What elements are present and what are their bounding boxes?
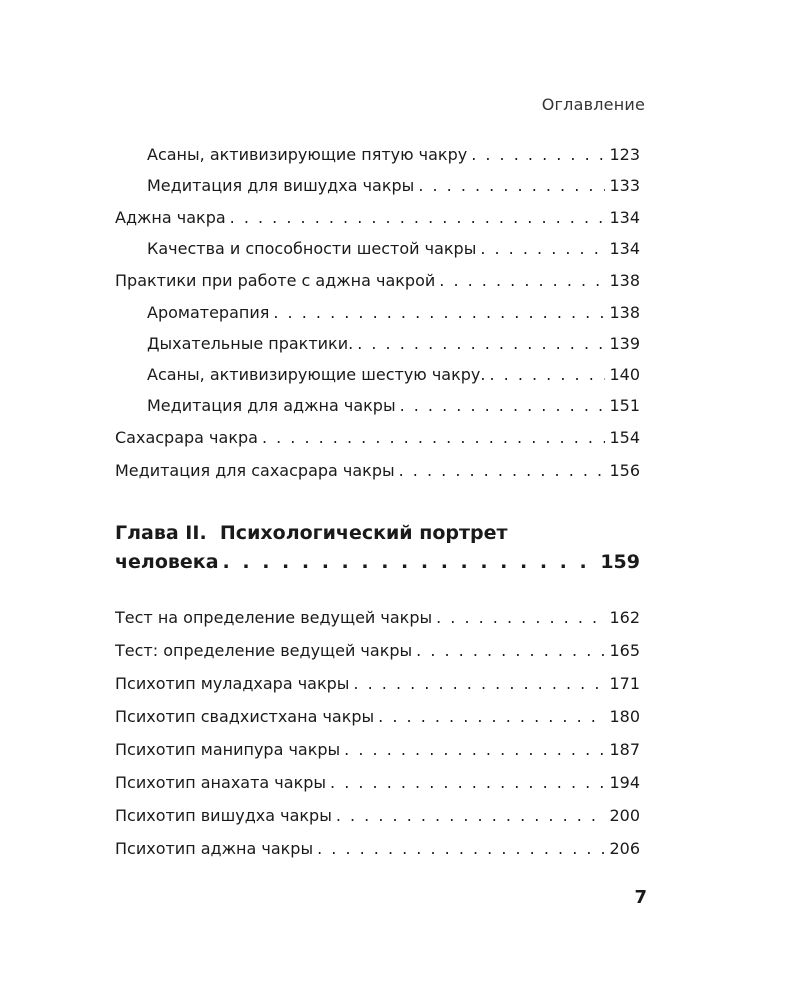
toc-entry-page: 187 (609, 740, 640, 759)
toc-leader-dots (436, 608, 605, 627)
toc-entry[interactable] (115, 239, 640, 271)
chapter-title-line1: Психологический портрет (219, 522, 508, 544)
toc-entry-title: Тест: определение ведущей чакры (115, 641, 413, 660)
chapter-label: Глава II. (115, 522, 207, 544)
toc-entry-page: 138 (609, 271, 640, 290)
toc-leader-dots (230, 208, 606, 227)
toc-entry-title: Психотип анахата чакры (115, 773, 327, 792)
chapter-heading-line2 (115, 548, 640, 577)
toc-leader-dots (330, 773, 605, 792)
toc-entry-page: 180 (609, 707, 640, 726)
toc-entry-title: Психотип муладхара чакры (115, 674, 350, 693)
toc-entry-title: Психотип манипура чакры (115, 740, 341, 759)
toc-entry[interactable] (115, 176, 640, 208)
chapter-heading[interactable] (115, 519, 640, 585)
toc-leader-dots (317, 839, 605, 858)
toc-leader-dots (471, 145, 605, 164)
chapter-page: 159 (600, 550, 640, 573)
toc-entry-title: Тест на определение ведущей чакры (115, 608, 433, 627)
toc-entry-title: Психотип аджна чакры (115, 839, 314, 858)
toc-entry[interactable] (115, 707, 640, 740)
toc-entry-page: 171 (609, 674, 640, 693)
page-number: 7 (634, 887, 647, 908)
toc-leader-dots (480, 239, 605, 258)
toc-entry-page: 140 (609, 365, 640, 384)
chapter-title-line2: человека (115, 550, 219, 573)
toc-leader-dots (416, 641, 605, 660)
toc-entry-title: Практики при работе с аджна чакрой (115, 271, 436, 290)
toc-entry-title: Качества и способности шестой чакры (147, 239, 477, 258)
toc-entry-title: Ароматерапия (147, 303, 270, 322)
toc-entry-title: Медитация для вишудха чакры (147, 176, 415, 195)
running-head: Оглавление (541, 95, 645, 114)
toc-entry[interactable] (115, 271, 640, 303)
toc-entry-page: 134 (609, 239, 640, 258)
toc-entry[interactable] (115, 208, 640, 239)
toc-entry[interactable] (115, 461, 640, 519)
toc-leader-dots (357, 334, 605, 353)
toc-entry-page: 151 (609, 396, 640, 415)
toc-leader-dots (336, 806, 606, 825)
toc-entry[interactable] (115, 145, 640, 176)
toc-entry[interactable] (115, 365, 640, 396)
toc-entry-page: 123 (609, 145, 640, 164)
toc-entry-page: 200 (609, 806, 640, 825)
toc-entry[interactable] (115, 641, 640, 674)
table-of-contents (115, 145, 640, 872)
toc-leader-dots (378, 707, 605, 726)
toc-entry-title: Дыхательные практики. (147, 334, 354, 353)
toc-entry[interactable] (115, 839, 640, 872)
toc-entry-title: Асаны, активизирующие шестую чакру. (147, 365, 486, 384)
toc-entry[interactable] (115, 674, 640, 707)
toc-entry[interactable] (115, 334, 640, 365)
toc-entry-title: Медитация для сахасрара чакры (115, 461, 395, 480)
toc-entry-title: Асаны, активизирующие пятую чакру (147, 145, 468, 164)
toc-entry[interactable] (115, 608, 640, 641)
toc-entry[interactable] (115, 740, 640, 773)
toc-entry-page: 134 (609, 208, 640, 227)
toc-entry-page: 139 (609, 334, 640, 353)
toc-entry-title: Аджна чакра (115, 208, 226, 227)
spacer (115, 585, 640, 608)
toc-entry-page: 165 (609, 641, 640, 660)
toc-entry[interactable] (115, 303, 640, 334)
toc-entry-title: Психотип вишудха чакры (115, 806, 332, 825)
toc-entry-title: Сахасрара чакра (115, 428, 258, 447)
toc-entry-page: 194 (609, 773, 640, 792)
toc-leader-dots (400, 396, 606, 415)
toc-leader-dots (223, 548, 597, 577)
toc-entry-page: 133 (609, 176, 640, 195)
toc-entry-page: 206 (609, 839, 640, 858)
toc-leader-dots (262, 428, 606, 447)
toc-leader-dots (399, 461, 606, 480)
toc-entry[interactable] (115, 428, 640, 461)
toc-leader-dots (353, 674, 605, 693)
toc-leader-dots (418, 176, 605, 195)
toc-entry[interactable] (115, 773, 640, 806)
toc-leader-dots (273, 303, 605, 322)
toc-entry-title: Психотип свадхистхана чакры (115, 707, 375, 726)
chapter-heading-line1 (115, 519, 640, 548)
toc-entry-page: 156 (609, 461, 640, 480)
toc-entry-title: Медитация для аджна чакры (147, 396, 396, 415)
toc-leader-dots (489, 365, 605, 384)
toc-entry-page: 162 (609, 608, 640, 627)
toc-leader-dots (439, 271, 605, 290)
toc-entry-page: 138 (609, 303, 640, 322)
toc-entry[interactable] (115, 806, 640, 839)
toc-entry-page: 154 (609, 428, 640, 447)
toc-leader-dots (344, 740, 605, 759)
toc-entry[interactable] (115, 396, 640, 428)
